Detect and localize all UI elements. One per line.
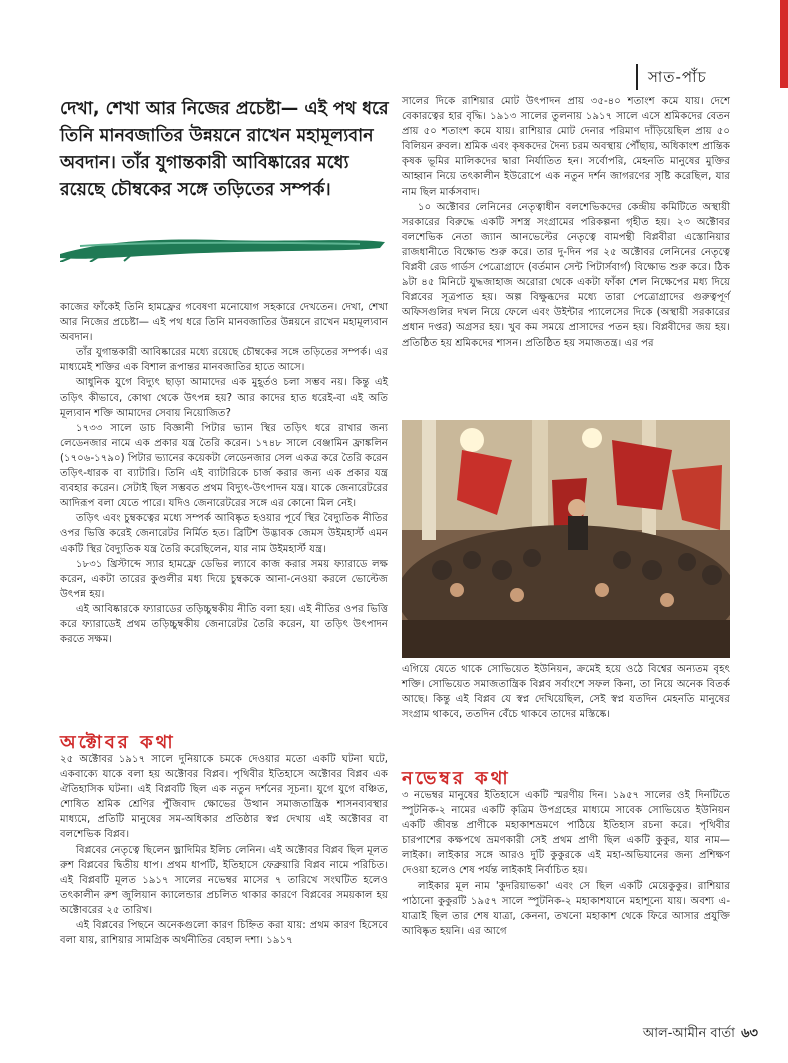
red-corner-bar [780, 0, 788, 88]
october-section-text [60, 752, 388, 948]
paragraph: সালের দিকে রাশিয়ার মোট উৎপাদন প্রায় ৩৫-৪০ শতাংশ কমে যায়। দেশে বেকারত্বের হার বৃদ্ধি। ১৯১৩ সালের তুলনায় ১৯১৭ সালে এসে শ্রমিকদের বেতন প্রায় ৫০ শতাংশ কমে যায়। রাশিয়ার মোট দেনার পরিমাণ দাঁড়িয়েছিল প্রায় ৫০ বিলিয়ন রুবল। শ্রমিক এবং কৃষকদের দৈন্য চরম অবস্থায় পৌঁছায়, অধিকাংশ প্রান্তিক কৃষক ভূমির মালিকদের দ্বারা নির্যাতিত হন। সর্বোপরি, মেহনতি মানুষের মুক্তির আহ্বান নিয়ে তৎকালীন ইউরোপে এক নতুন দর্শন জাগরণের সৃষ্টি করেছিল, যার নাম ছিল মার্কসবাদ। [402, 96, 730, 198]
paragraph: ১৭৩৩ সালে ডাচ বিজ্ঞানী পিটার ভ্যান স্থির তড়িৎ ধরে রাখার জন্য লেডেনজার নামে এক প্রকার যন্ত্র তৈরি করেন। ১৭৪৮ সালে বেঞ্জামিন ফ্রাঙ্কলিন (১৭০৬-১৭৯০) পিটার ভ্যানের কয়েকটা লেডেনজার সেল একত্র করে তৈরি করেন তড়িৎ-ধারক বা ব্যাটারি। তিনি এই ব্যাটারিকে চার্জ করার জন্য এক প্রকার যন্ত্র ব্যবহার করেন। সেটাই ছিল সম্ভবত প্রথম বিদ্যুৎ-উৎপাদন যন্ত্র। যাকে জেনারেটরের আদিরূপ বলা যেতে পারে। যদিও জেনারেটরের সঙ্গে এর কোনো মিল নেই। [60, 422, 388, 510]
pull-quote: দেখা, শেখা আর নিজের প্রচেষ্টা— এই পথ ধরে তিনি মানবজাতির উন্নয়নে রাখেন মহামূল্যবান অবদান। তাঁর যুগান্তকারী আবিষ্কারের মধ্যে রয়েছে চৌম্বকের সঙ্গে তড়িতের সম্পর্ক। [60, 99, 389, 200]
green-brush-stroke [60, 234, 385, 262]
paragraph: এই আবিষ্কারকে ফ্যারাডের তড়িচ্চুম্বকীয় নীতি বলা হয়। এই নীতির ওপর ভিত্তি করে ফ্যারাডেই প্রথম তড়িচ্চুম্বকীয় জেনারেটর তৈরি করেন, যা তড়িৎ উৎপাদন করতে সক্ষম। [60, 603, 388, 646]
paragraph: ১৮৩১ খ্রিস্টাব্দে স্যার হামফ্রে ডেভির ল্যাবে কাজ করার সময় ফ্যারাডে লক্ষ করেন, একটা তারের কুণ্ডলীর মধ্য দিয়ে চুম্বককে আনা-নেওয়া করলে ভোল্টেজ উৎপন্ন হয়। [60, 558, 388, 600]
paragraph: ৩ নভেম্বর মানুষের ইতিহাসে একটি স্মরণীয় দিন। ১৯৫৭ সালের ওই দিনটিতে স্পুটনিক-২ নামের একটি কৃত্রিম উপগ্রহের মাধ্যমে সাবেক সোভিয়েত ইউনিয়ন একটি জীবন্ত প্রাণীকে মহাকাশভ্রমণে পাঠিয়ে ইতিহাস রচনা করে। পৃথিবীর চারপাশের কক্ষপথে ভ্রমণকারী সেই প্রথম প্রাণী ছিল একটি কুকুর, যার নাম— লাইকা। লাইকার সঙ্গে আরও দুটি কুকুরকে এই মহা-অভিযানের জন্য প্রশিক্ষণ দেওয়া হলেও শেষ পর্যন্ত লাইকাই নির্বাচিত হয়। [402, 790, 730, 877]
right-column-top-text [402, 94, 730, 351]
magazine-name: আল-আমীন বার্তা [642, 1026, 735, 1041]
paragraph: লাইকার মূল নাম 'কুদরিয়াভকা' এবং সে ছিল একটি মেয়েকুকুর। রাশিয়ার পাঠানো কুকুরটি ১৯৫৭ সালে স্পুটনিক-২ মহাকাশযানে মহাশূন্যে যায়। অবশ্য এ-যাত্রাই ছিল তার শেষ যাত্রা, কেননা, তখনো মহাকাশ থেকে ফিরে আসার প্রযুক্তি আবিষ্কৃত হয়নি। এর আগে [402, 880, 730, 937]
right-column-mid-text [402, 662, 730, 722]
revolution-painting-image [402, 420, 730, 658]
november-section-heading: নভেম্বর কথা [402, 768, 511, 789]
paragraph: আধুনিক যুগে বিদ্যুৎ ছাড়া আমাদের এক মুহূর্তও চলা সম্ভব নয়। কিন্তু এই তড়িৎ কীভাবে, কোথা থেকে উৎপন্ন হয়? আর কাদের হাত ধরেই-বা এই অতি মূল্যবান শক্তি আমাদের সেবায় নিয়োজিত? [60, 377, 388, 419]
paragraph: এই বিপ্লবের পিছনে অনেকগুলো কারণ চিহ্নিত করা যায়: প্রথম কারণ হিসেবে বলা যায়, রাশিয়ার সামগ্রিক অর্থনীতির বেহাল দশা। ১৯১৭ [60, 920, 388, 947]
section-page-label: সাত-পাঁচ [636, 64, 780, 90]
paragraph: বিপ্লবের নেতৃত্বে ছিলেন ভ্লাদিমির ইলিচ লেনিন। এই অক্টোবর বিপ্লব ছিল মূলত রুশ বিপ্লবের দ্বিতীয় ধাপ। প্রথম ধাপটি, ইতিহাসে ফেব্রুয়ারি বিপ্লব নামে পরিচিত। এই বিপ্লবটি মূলত ১৯১৭ সালের নভেম্বর মাসের ৭ তারিখে সংঘটিত হলেও তৎকালীন রুশ জুলিয়ান ক্যালেন্ডার প্রচলিত থাকার কারণে বিপ্লবের সময়কাল হয় অক্টোবরের ২৫ তারিখ। [60, 844, 388, 916]
paragraph: কাজের ফাঁকেই তিনি হামফ্রের গবেষণা মনোযোগ সহকারে দেখতেন। দেখা, শেখা আর নিজের প্রচেষ্টা— এই পথ ধরে তিনি মানবজাতির উন্নয়নে রাখেন মহামূল্যবান অবদান। [60, 302, 388, 344]
page-number: ৬৩ [741, 1026, 758, 1041]
paragraph: ২৫ অক্টোবর ১৯১৭ সালে দুনিয়াকে চমকে দেওয়ার মতো একটি ঘটনা ঘটে, একবাক্যে যাকে বলা হয় অক্টোবর বিপ্লব। পৃথিবীর ইতিহাসে অক্টোবর বিপ্লব এক ঐতিহাসিক ঘটনা। এই বিপ্লবটি ছিল এক নতুন দর্শনের সূচনা। যুগে যুগে বঞ্চিত, শোষিত শ্রমিক শ্রেণির পুঁজিবাদ ক্ষোভের উত্থান সমাজতান্ত্রিক শাসনব্যবস্থার মাধ্যমে, প্রতিটি মানুষের সম-অধিকার প্রতিষ্ঠার স্বপ্ন দেখায় এই অক্টোবর বা বলশেভিক বিপ্লব। [60, 754, 388, 841]
paragraph: এগিয়ে যেতে থাকে সোভিয়েত ইউনিয়ন, ক্রমেই হয়ে ওঠে বিশ্বের অন্যতম বৃহৎ শক্তি। সোভিয়েত সমাজতান্ত্রিক বিপ্লব সর্বাংশে সফল কিনা, তা নিয়ে অনেক বিতর্ক আছে। কিন্তু এই বিপ্লব যে স্বপ্ন দেখিয়েছিল, সেই স্বপ্ন যতদিন মেহনতি মানুষের সংগ্রাম থাকবে, ততদিন বেঁচে থাকবে তাদের মস্তিষ্কে। [402, 664, 730, 721]
paragraph: তাঁর যুগান্তকারী আবিষ্কারের মধ্যে রয়েছে চৌম্বকের সঙ্গে তড়িতের সম্পর্ক। এর মাধ্যমেই শক্তির এক বিশাল রূপান্তর মানবজাতির হাতে আসে। [60, 347, 388, 374]
november-section-text [402, 788, 730, 939]
october-section-heading: অক্টোবর কথা [60, 732, 176, 753]
paragraph: তড়িৎ এবং চুম্বকত্বের মধ্যে সম্পর্ক আবিষ্কৃত হওয়ার পূর্বে স্থির বৈদ্যুতিক নীতির ওপর ভিত্তি করেই জেনারেটর নির্মিত হত। ব্রিটিশ উদ্ভাবক জেমস উইমহার্স্ট এমন একটি স্থির বৈদ্যুতিক যন্ত্র তৈরি করেছিলেন, যার নাম উইমহার্স্ট যন্ত্র। [60, 513, 388, 555]
page-footer [458, 1024, 758, 1045]
paragraph: ১০ অক্টোবর লেনিনের নেতৃত্বাধীন বলশেভিকদের কেন্দ্রীয় কমিটিতে অস্থায়ী সরকারের বিরুদ্ধে একটি সশস্ত্র সংগ্রামের পরিকল্পনা গৃহীত হয়। ২৩ অক্টোবর বলশেভিক নেতা জ্যান আনভেল্টের নেতৃত্বে বামপন্থী বিপ্লবীরা এস্তোনিয়ার রাজধানীতে বিক্ষোভ শুরু করে। তার দু-দিন পর ২৫ অক্টোবর লেনিনের নেতৃত্বে বিপ্লবী রেড গার্ডস পেত্রোগ্রাদে (বর্তমান সেন্ট পিটার্সবার্গ) বিক্ষোভ শুরু করে। ঠিক ৯টা ৪৫ মিনিটে যুদ্ধজাহাজ অরোরা থেকে একটা ফাঁকা শেল নিক্ষেপের মধ্য দিয়ে বিপ্লবের সূত্রপাত হয়। অল্প বিক্ষুব্ধদের মধ্যে তারা পেত্রোগ্রাদের গুরুত্বপূর্ণ অফিসগুলির দখল নিয়ে ফেলে এবং উইন্টার প্যালেসের দিকে (অস্থায়ী সরকারের প্রধান দপ্তর) অগ্রসর হয়। খুব কম সময়ে প্রাসাদের পতন হয়। বিপ্লবীদের জয় হয়। প্রতিষ্ঠিত হয় শ্রমিকদের শাসন। প্রতিষ্ঠিত হয় সমাজতন্ত্র। এর পর [402, 201, 730, 349]
left-column-text [60, 300, 388, 647]
